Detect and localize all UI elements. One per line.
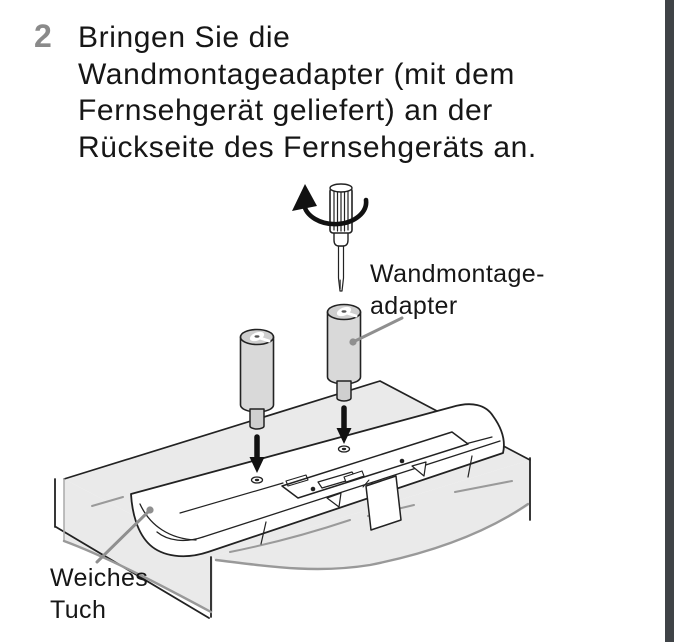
step-line-3: Fernsehgerät geliefert) an der (78, 94, 493, 127)
step-instruction (78, 20, 598, 166)
rotation-arrow-icon (292, 184, 366, 224)
step-line-1: Bringen Sie die (78, 21, 291, 54)
wall-mount-adapter-right (328, 305, 361, 402)
wall-mount-adapter-left (241, 330, 274, 430)
label-weiches-tuch-line1: Weiches (50, 564, 149, 592)
page-edge-bar (665, 0, 674, 642)
step-line-2: Wandmontageadapter (mit dem (78, 57, 515, 91)
label-wandmontageadapter-line2: adapter (370, 292, 458, 320)
screw-hole-left (252, 477, 263, 483)
screw-hole-right (339, 446, 350, 452)
step-number: 2 (34, 18, 53, 54)
label-weiches-tuch (50, 562, 148, 626)
screwdriver-icon (330, 184, 352, 291)
label-wandmontageadapter (370, 258, 545, 322)
label-weiches-tuch-line2: Tuch (50, 596, 107, 624)
step-line-4: Rückseite des Fernsehgeräts an. (78, 130, 537, 164)
label-wandmontageadapter-line1: Wandmontage- (370, 260, 545, 288)
